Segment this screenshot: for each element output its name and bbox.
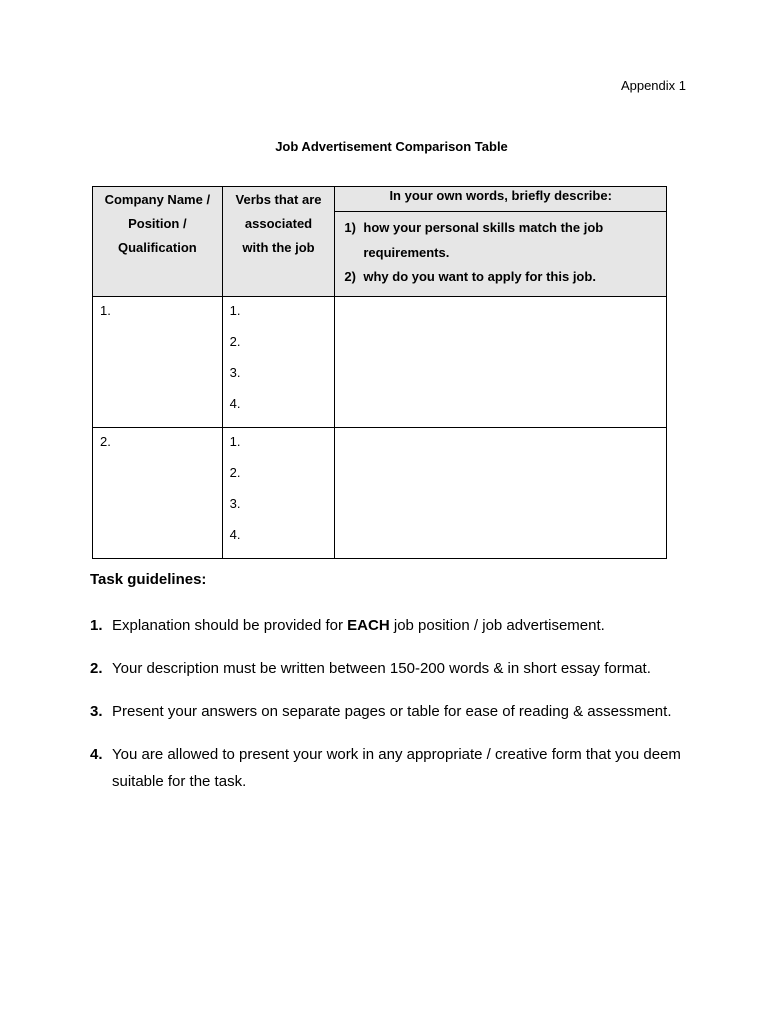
description-entry-cell[interactable] <box>335 427 667 558</box>
verb-line: 1. <box>229 302 241 318</box>
guideline-text-part: Your description must be written between 150-200 words & in short essay format. <box>112 660 651 677</box>
header-describe-item <box>344 265 660 290</box>
header-describe-item <box>344 216 660 265</box>
guidelines-heading: Task guidelines: <box>90 571 207 588</box>
verb-line: 2. <box>229 333 241 349</box>
guideline-number: 1. <box>90 617 103 634</box>
guideline-text-part: Present your answers on separate pages or table for ease of reading & assessment. <box>112 703 672 720</box>
guideline-item <box>90 655 700 682</box>
description-entry-cell[interactable] <box>335 296 667 427</box>
header-verbs <box>222 187 335 297</box>
row-number: 2. <box>100 433 111 449</box>
verbs-entry-cell[interactable] <box>222 427 335 558</box>
guideline-number: 4. <box>90 746 103 763</box>
guideline-item <box>90 698 700 725</box>
guideline-item <box>90 612 700 639</box>
header-verbs-line: Verbs that are <box>235 192 322 207</box>
verb-line: 1. <box>229 433 241 449</box>
row-number: 1. <box>100 302 111 318</box>
guideline-number: 3. <box>90 703 103 720</box>
guideline-text <box>112 655 700 682</box>
header-describe-item-number: 2) <box>344 269 356 284</box>
table-header-row <box>93 187 667 297</box>
header-verbs-line: associated <box>244 216 313 231</box>
header-describe-title: In your own words, briefly describe: <box>335 187 666 212</box>
header-position-line: Position / <box>128 216 187 231</box>
header-company-line: Company Name / <box>104 192 211 207</box>
verb-line: 4. <box>229 526 241 542</box>
header-describe-list <box>335 212 666 296</box>
verb-line: 3. <box>229 495 241 511</box>
guideline-number: 2. <box>90 660 103 677</box>
comparison-table <box>92 186 667 559</box>
guideline-text-part: You are allowed to present your work in any appropriate / creative form that you deem suitable for the task. <box>112 746 681 790</box>
document-title: Job Advertisement Comparison Table <box>275 139 508 154</box>
guideline-text-part: Explanation should be provided for <box>112 617 348 634</box>
table-row <box>93 296 667 427</box>
guidelines-list <box>90 612 700 811</box>
verb-line: 2. <box>229 464 241 480</box>
guideline-item <box>90 741 700 795</box>
guideline-text-part: job position / job advertisement. <box>389 617 605 634</box>
header-company-position <box>93 187 223 297</box>
guideline-text <box>112 612 700 639</box>
header-describe-item-number: 1) <box>344 220 356 235</box>
table-row <box>93 427 667 558</box>
guideline-text <box>112 741 700 795</box>
header-qualification-line: Qualification <box>117 240 197 255</box>
verbs-entry-cell[interactable] <box>222 296 335 427</box>
company-entry-cell[interactable] <box>93 296 223 427</box>
verb-line: 4. <box>229 395 241 411</box>
header-describe-item-text: why do you want to apply for this job. <box>363 269 596 284</box>
verb-line: 3. <box>229 364 241 380</box>
header-describe <box>335 187 667 297</box>
guideline-emphasis: EACH <box>347 617 390 634</box>
guideline-text <box>112 698 700 725</box>
company-entry-cell[interactable] <box>93 427 223 558</box>
header-verbs-line: with the job <box>242 240 315 255</box>
appendix-label: Appendix 1 <box>620 78 686 93</box>
header-describe-item-text: how your personal skills match the job requirements. <box>363 220 604 260</box>
